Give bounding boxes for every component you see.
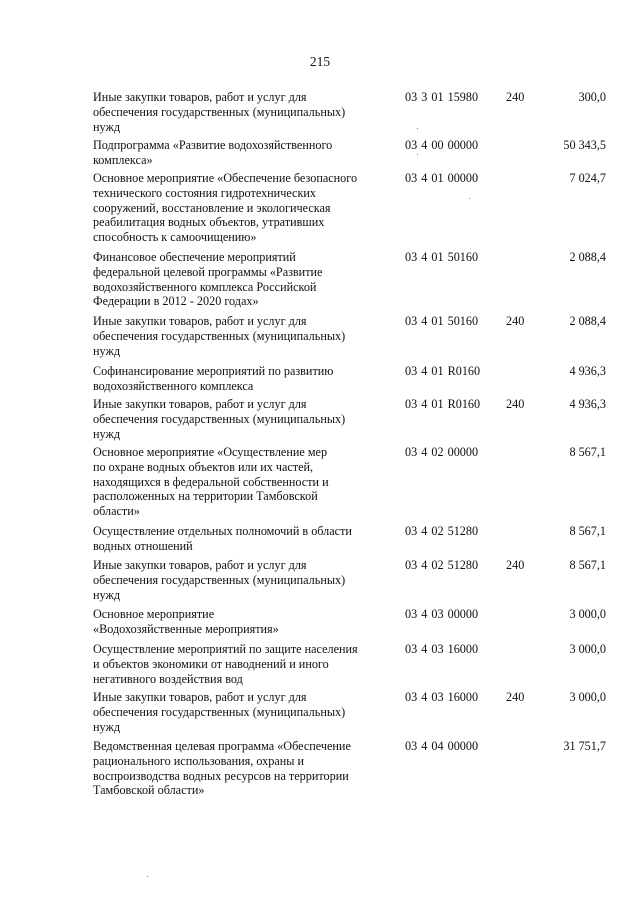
- row-amount: 8 567,1: [569, 445, 606, 459]
- row-name: Подпрограмма «Развитие водохозяйственного комплекса»: [93, 138, 333, 167]
- scan-speck: [417, 128, 418, 129]
- row-amount: 3 000,0: [569, 642, 606, 656]
- row-amount: 50 343,5: [563, 138, 606, 152]
- row-code: 03 4 04 00000: [405, 739, 479, 753]
- row-amount: 2 088,4: [569, 250, 606, 264]
- row-vr: 240: [506, 558, 525, 572]
- scan-speck: [417, 154, 418, 155]
- row-amount: 3 000,0: [569, 607, 606, 621]
- row-code: 03 3 01 15980: [405, 90, 479, 104]
- row-amount: 8 567,1: [569, 524, 606, 538]
- row-code: 03 4 01 00000: [405, 171, 479, 185]
- scan-speck: [147, 876, 148, 877]
- row-name: Иные закупки товаров, работ и услуг для обеспечения государственных (муниципальных) нужд: [93, 397, 346, 441]
- row-vr: 240: [506, 314, 525, 328]
- row-vr: 240: [506, 690, 525, 704]
- row-amount: 3 000,0: [569, 690, 606, 704]
- row-amount: 2 088,4: [569, 314, 606, 328]
- scan-speck: [469, 198, 470, 199]
- row-name: Иные закупки товаров, работ и услуг для обеспечения государственных (муниципальных) нужд: [93, 90, 346, 134]
- row-code: 03 4 02 00000: [405, 445, 479, 459]
- page-number: 215: [309, 54, 331, 69]
- row-name: Осуществление отдельных полномочий в области водных отношений: [93, 524, 352, 553]
- row-amount: 300,0: [578, 90, 606, 104]
- row-code: 03 4 01 50160: [405, 314, 479, 328]
- row-code: 03 4 01 R0160: [405, 364, 481, 378]
- row-code: 03 4 02 51280: [405, 524, 479, 538]
- row-code: 03 4 02 51280: [405, 558, 479, 572]
- row-name: Основное мероприятие «Водохозяйственные мероприятия»: [93, 607, 279, 636]
- row-code: 03 4 00 00000: [405, 138, 479, 152]
- row-code: 03 4 03 16000: [405, 642, 479, 656]
- row-name: Основное мероприятие «Осуществление мер по охране водных объектов или их частей, находящихся в федеральной собственности и расположенных на территории Тамбовской области»: [93, 445, 329, 519]
- row-name: Иные закупки товаров, работ и услуг для обеспечения государственных (муниципальных) нужд: [93, 558, 346, 602]
- row-name: Ведомственная целевая программа «Обеспечение рационального использования, охраны и воспроизводства водных ресурсов на территории Тамбовской области»: [93, 739, 351, 798]
- row-code: 03 4 01 50160: [405, 250, 479, 264]
- row-code: 03 4 03 16000: [405, 690, 479, 704]
- row-name: Иные закупки товаров, работ и услуг для обеспечения государственных (муниципальных) нужд: [93, 314, 346, 358]
- row-amount: 7 024,7: [569, 171, 606, 185]
- row-code: 03 4 01 R0160: [405, 397, 481, 411]
- row-name: Финансовое обеспечение мероприятий федеральной целевой программы «Развитие водохозяйственного комплекса Российской Федерации в 2012 - 2020 годах»: [93, 250, 323, 309]
- row-code: 03 4 03 00000: [405, 607, 479, 621]
- row-name: Осуществление мероприятий по защите населения и объектов экономики от наводнений и иного негативного воздействия вод: [93, 642, 358, 686]
- row-amount: 31 751,7: [563, 739, 606, 753]
- row-name: Иные закупки товаров, работ и услуг для обеспечения государственных (муниципальных) нужд: [93, 690, 346, 734]
- row-name: Основное мероприятие «Обеспечение безопасного технического состояния гидротехнических сооружений, восстановление и экологическая реабилитация водных объектов, утративших способность к самоочищению»: [93, 171, 358, 245]
- row-vr: 240: [506, 90, 525, 104]
- row-amount: 4 936,3: [569, 364, 606, 378]
- row-amount: 4 936,3: [569, 397, 606, 411]
- row-amount: 8 567,1: [569, 558, 606, 572]
- row-name: Софинансирование мероприятий по развитию водохозяйственного комплекса: [93, 364, 334, 393]
- row-vr: 240: [506, 397, 525, 411]
